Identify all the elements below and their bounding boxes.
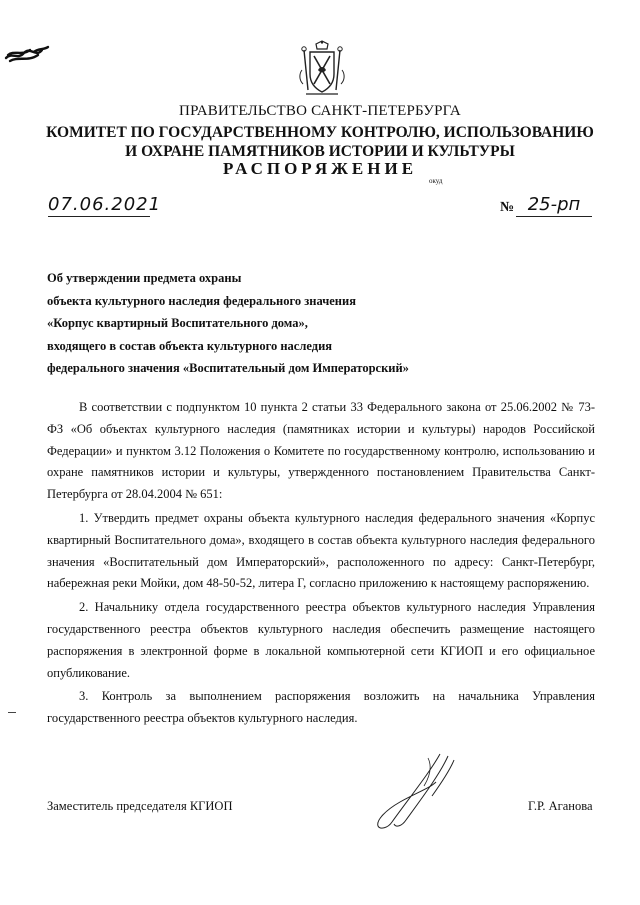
subject-line: объекта культурного наследия федерального значения xyxy=(47,293,356,308)
okud-label: окуд xyxy=(429,177,443,185)
signer-position: Заместитель председателя КГИОП xyxy=(47,799,233,813)
order-date: 07.06.2021 xyxy=(48,194,162,215)
number-sign: № xyxy=(500,200,515,215)
handwritten-mark-icon xyxy=(4,44,50,64)
government-title: ПРАВИТЕЛЬСТВО САНКТ-ПЕТЕРБУРГА xyxy=(179,103,461,119)
signer-name: Г.Р. Аганова xyxy=(528,799,593,813)
order-number: 25-рп xyxy=(516,194,592,217)
committee-title xyxy=(0,123,640,161)
committee-title-line-1: КОМИТЕТ ПО ГОСУДАРСТВЕННОМУ КОНТРОЛЮ, ИСПОЛЬЗОВАНИЮ xyxy=(46,124,594,141)
subject-line: входящего в состав объекта культурного наследия xyxy=(47,338,333,353)
committee-title-line-2: И ОХРАНЕ ПАМЯТНИКОВ ИСТОРИИ И КУЛЬТУРЫ xyxy=(125,143,515,160)
subject-line: федерального значения «Воспитательный дом Императорский» xyxy=(47,361,409,375)
margin-mark xyxy=(8,712,16,713)
order-item-3: 3. Контроль за выполнением распоряжения возложить на начальника Управления государственного реестра объектов культурного наследия. xyxy=(47,689,595,726)
order-subject xyxy=(47,267,467,380)
handwritten-signature-icon xyxy=(370,752,480,832)
order-body xyxy=(47,397,595,732)
document-type-title: РАСПОРЯЖЕНИЕ xyxy=(222,159,418,178)
order-item-2: 2. Начальнику отдела государственного реестра объектов культурного наследия Управления государственного реестра объектов культурного наследия обеспечить размещение настоящего распоряжения в электронной форме в локальной компьютерной сети КГИОП и его официальное опубликование. xyxy=(47,600,595,680)
subject-line: Об утверждении предмета охраны xyxy=(47,271,242,285)
order-item-1: 1. Утвердить предмет охраны объекта культурного наследия федерального значения «Корпус квартирный Воспитательного дома», входящего в состав объекта культурного наследия федерального значения «Воспитательный дом Императорский», расположенного по адресу: Санкт-Петербург, набережная реки Мойки, дом 48-50-52, литера Г, согласно приложению к настоящему распоряжению. xyxy=(47,510,595,591)
spb-coat-of-arms-icon xyxy=(296,40,348,98)
preamble-paragraph: В соответствии с подпунктом 10 пункта 2 статьи 33 Федерального закона от 25.06.2002 № 73-ФЗ «Об объектах культурного наследия (памятниках истории и культуры) народов Российской Федерации» и пунктом 3.12 Положения о Комитете по государственному контролю, использованию и охране памятников истории и культуры, утвержденного постановлением Правительства Санкт-Петербурга от 28.04.2004 № 651: xyxy=(47,400,595,502)
subject-line: «Корпус квартирный Воспитательного дома», xyxy=(47,316,308,330)
